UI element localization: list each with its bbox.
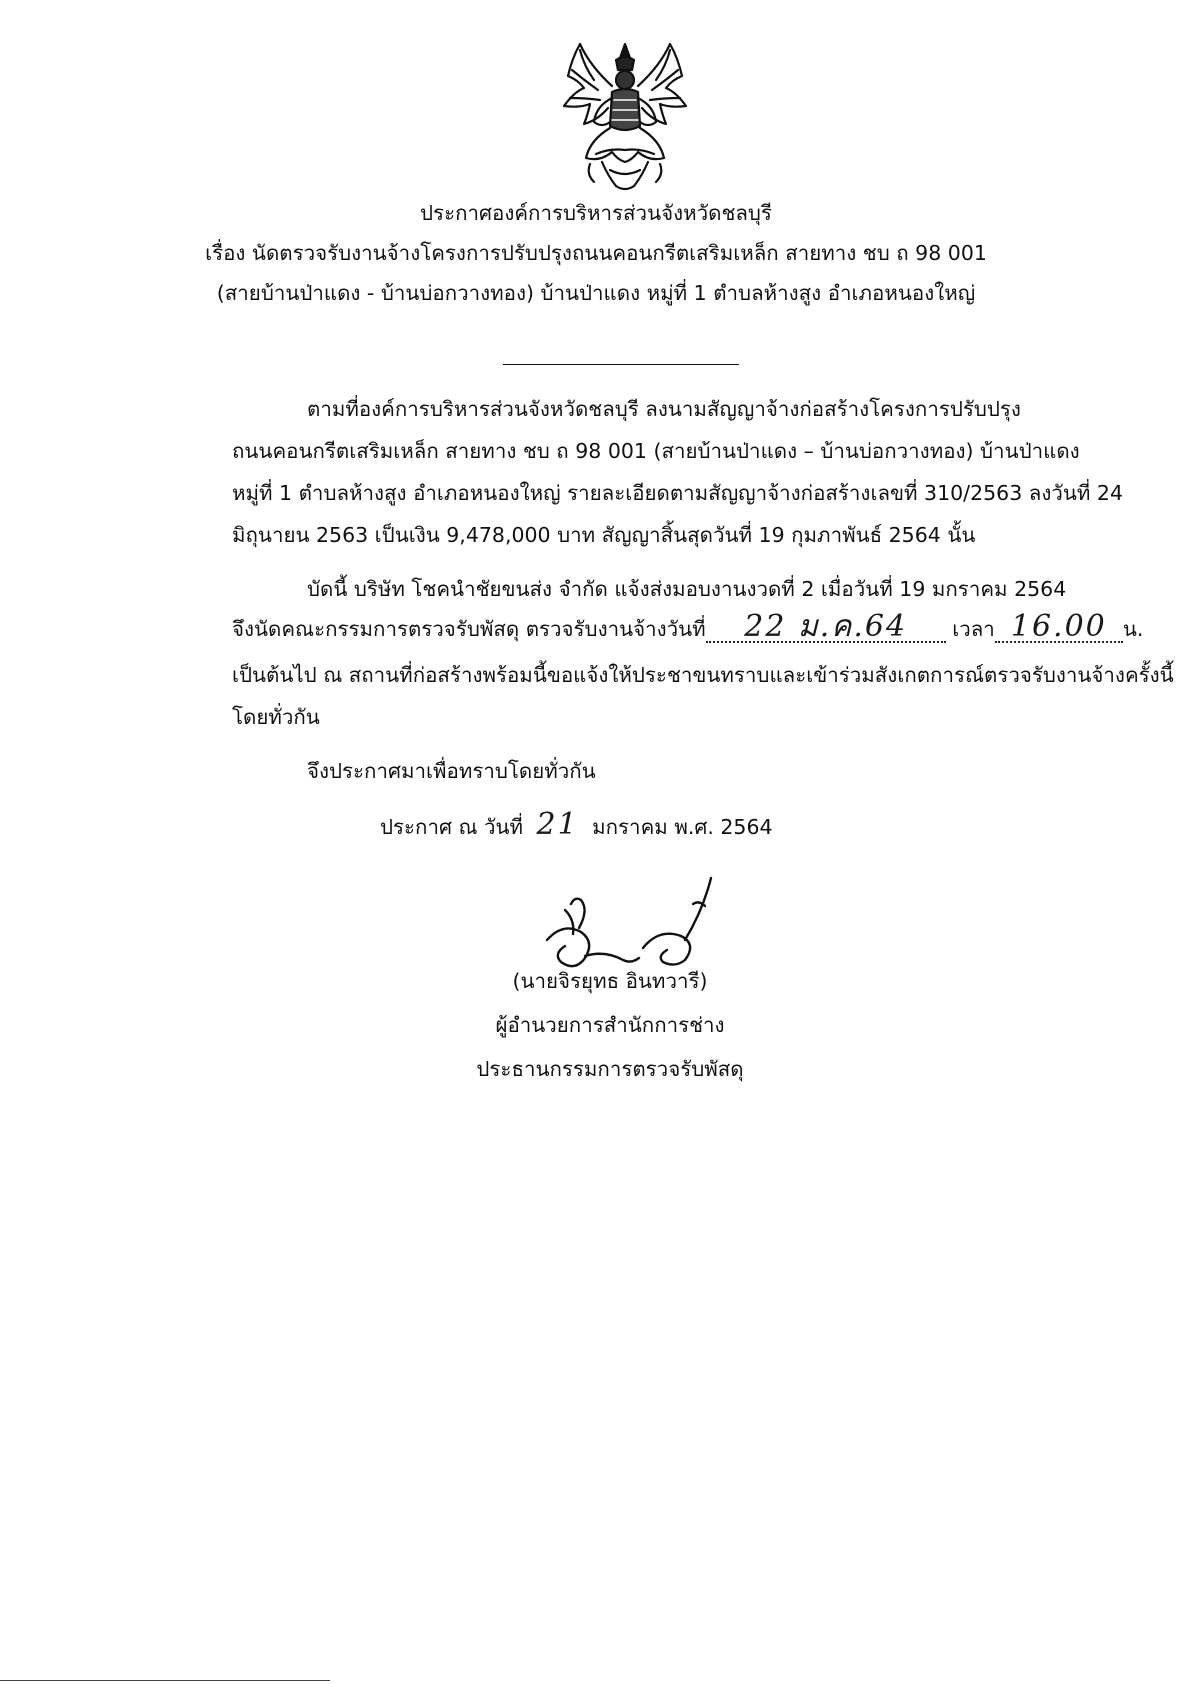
time-label: เวลา (952, 617, 995, 641)
paragraph-2-line-3: เป็นต้นไป ณ สถานที่ก่อสร้างพร้อมนี้ขอแจ้งให้ประชาขนทราบและเข้าร่วมสังเกตการณ์ตรวจรับงานจ้างครั้งนี้ (232, 663, 1174, 687)
handwritten-signature-icon (535, 870, 735, 980)
subject-line-1: เรื่อง นัดตรวจรับงานจ้างโครงการปรับปรุงถนนคอนกรีตเสริมเหล็ก สายทาง ชบ ถ 98 001 (205, 241, 987, 265)
signer-position: ผู้อำนวยการสำนักการช่าง (495, 1013, 725, 1037)
inspection-prefix: จึงนัดคณะกรรมการตรวจรับพัสดุ ตรวจรับงานจ้างวันที่ (232, 617, 706, 641)
announce-suffix: มกราคม พ.ศ. 2564 (592, 815, 773, 839)
announcement-title: ประกาศองค์การบริหารส่วนจังหวัดชลบุรี (420, 201, 772, 225)
inspection-date-field (706, 609, 946, 644)
handwritten-announce-day: 21 (536, 807, 579, 842)
paragraph-1-line-2: ถนนคอนกรีตเสริมเหล็ก สายทาง ชบ ถ 98 001 (สายบ้านป่าแดง – บ้านบ่อกวางทอง) บ้านป่าแดง (232, 439, 1080, 463)
closing-statement: จึงประกาศมาเพื่อทราบโดยทั่วกัน (307, 759, 596, 783)
signer-committee-role: ประธานกรรมการตรวจรับพัสดุ (476, 1057, 744, 1081)
paragraph-1-line-3: หมู่ที่ 1 ตำบลห้างสูง อำเภอหนองใหญ่ รายละเอียดตามสัญญาจ้างก่อสร้างเลขที่ 310/2563 ลงวันที่ 24 (232, 481, 1123, 505)
handwritten-inspection-date: 22 ม.ค.64 (744, 609, 908, 644)
signer-name: (นายจิรยุทธ อินทวารี) (512, 969, 708, 993)
time-suffix: น. (1122, 617, 1144, 641)
handwritten-inspection-time: 16.00 (1010, 609, 1107, 644)
announcement-date (380, 807, 773, 842)
paragraph-2-line-2 (232, 609, 1144, 644)
inspection-time-field (995, 609, 1123, 644)
paragraph-2-line-4: โดยทั่วกัน (232, 705, 320, 729)
subject-line-2: (สายบ้านป่าแดง - บ้านบ่อกวางทอง) บ้านป่าแดง หมู่ที่ 1 ตำบลห้างสูง อำเภอหนองใหญ่ (216, 281, 976, 305)
garuda-emblem-icon (550, 36, 700, 196)
paragraph-1-line-4: มิถุนายน 2563 เป็นเงิน 9,478,000 บาท สัญญาสิ้นสุดวันที่ 19 กุมภาพันธ์ 2564 นั้น (232, 523, 976, 547)
page-bottom-rule (0, 1680, 330, 1681)
paragraph-2-line-1: บัดนี้ บริษัท โชคนำชัยขนส่ง จำกัด แจ้งส่งมอบงานงวดที่ 2 เมื่อวันที่ 19 มกราคม 2564 (307, 577, 1067, 601)
paragraph-1-line-1: ตามที่องค์การบริหารส่วนจังหวัดชลบุรี ลงนามสัญญาจ้างก่อสร้างโครงการปรับปรุง (307, 397, 1021, 421)
header-divider (503, 364, 739, 365)
announce-prefix: ประกาศ ณ วันที่ (380, 815, 524, 839)
